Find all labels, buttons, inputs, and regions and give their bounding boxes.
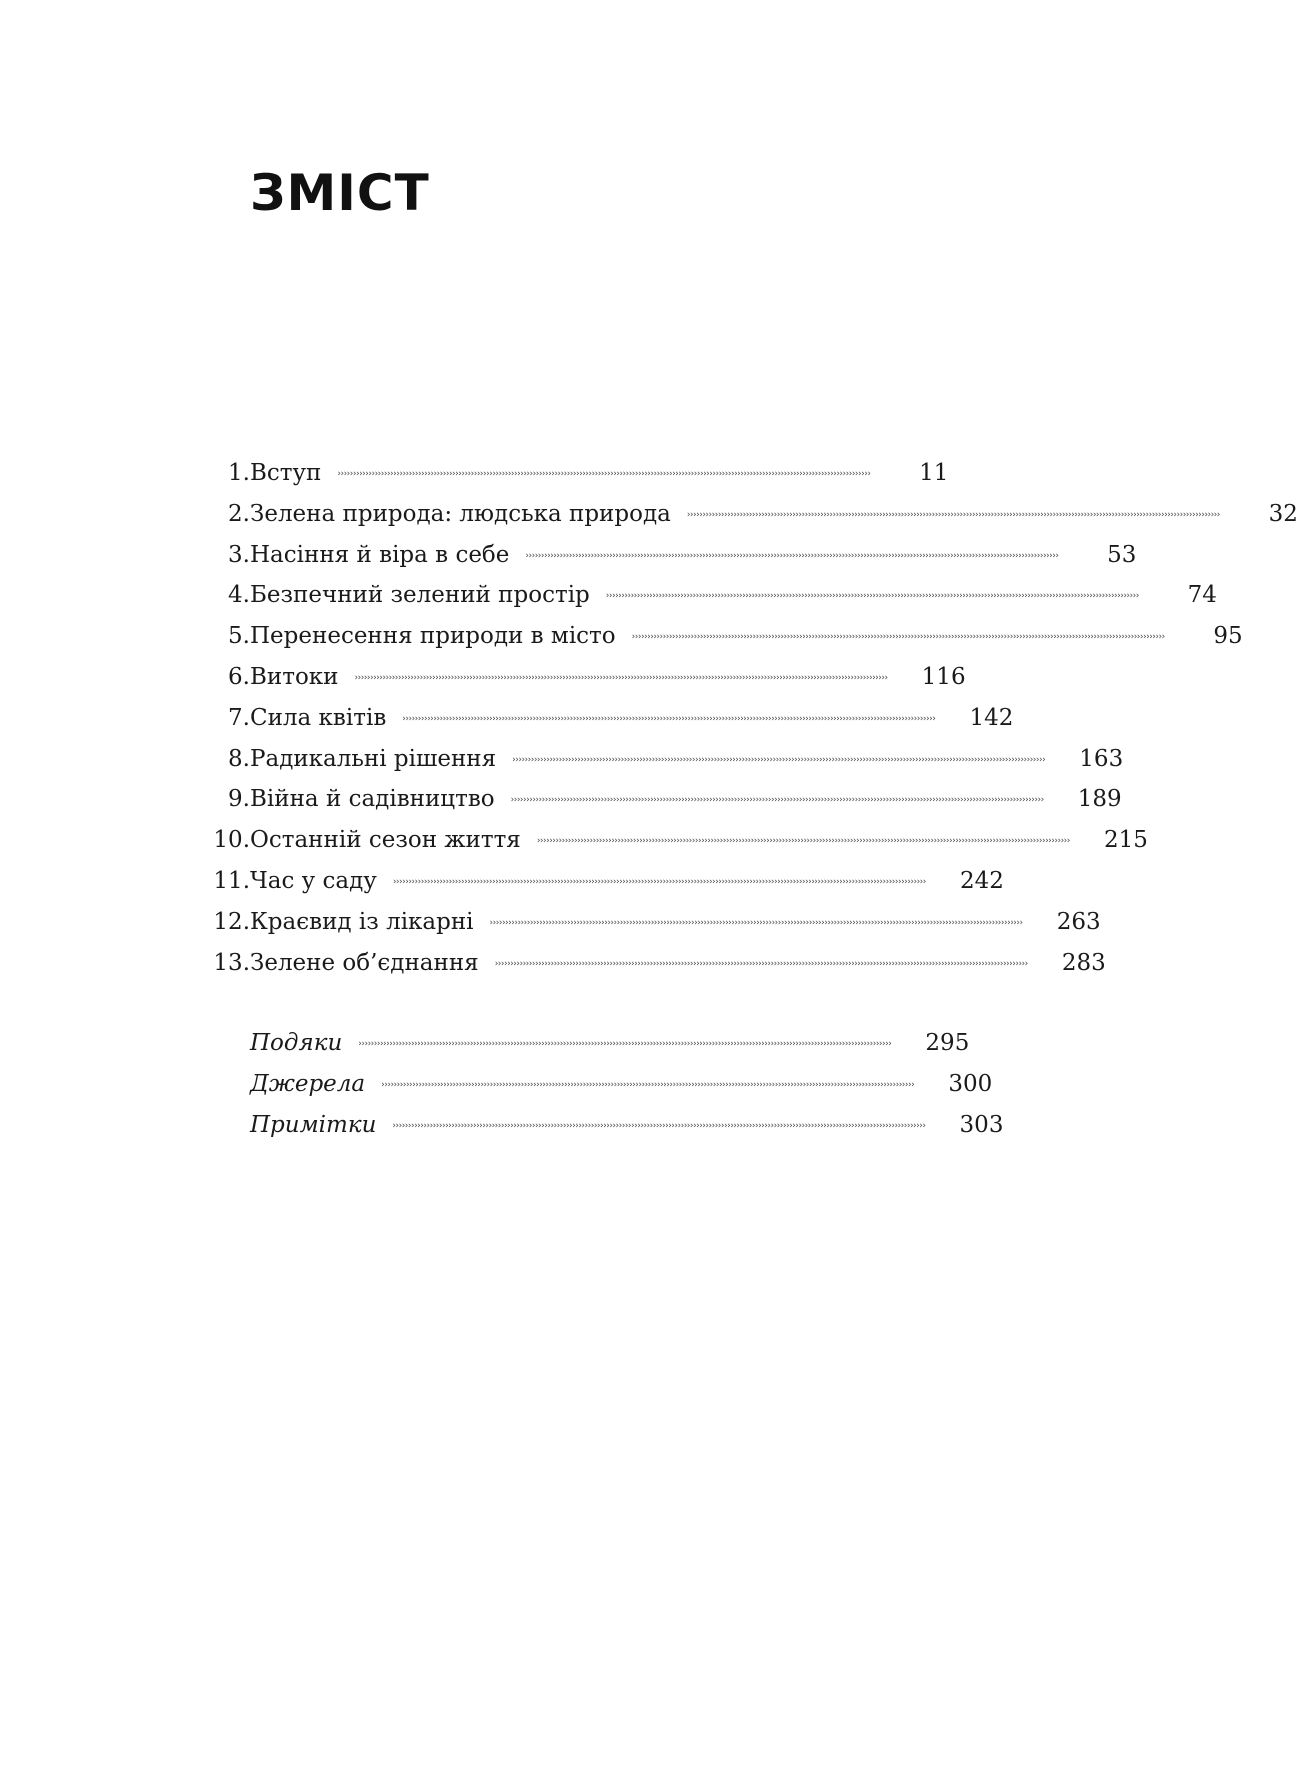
dot-leader: ›››››››››››››››››››››››››››››››››››››››››››››››››››››››››››››››››››››››››››››››››››››››››››››››››››››››››››››››››››››››››››››››››››››››››››››››››››››››››››››››››››››››››››› — [402, 713, 936, 724]
page-number: 242 — [959, 867, 1004, 894]
chapter-title: Останній сезон життя — [250, 827, 521, 854]
chapter-title: Безпечний зелений простір — [250, 582, 590, 609]
dot-leader: ›››››››››››››››››››››››››››››››››››››››››››››››››››››››››››››››››››››››››››››››››››››››››››››››››››››››››››››››››››››››››››››››››››››››››››››››››››››››››››››››››››››››››››› — [605, 591, 1139, 602]
toc-entry-10[interactable] — [200, 827, 1148, 868]
page-number: 303 — [959, 1111, 1004, 1138]
toc-entry-3[interactable] — [200, 541, 1137, 583]
chapter-title: Краєвид із лікарні — [250, 908, 474, 935]
chapter-title: Зелена природа: людська природа — [250, 500, 671, 527]
chapter-title: Насіння й віра в себе — [250, 541, 510, 568]
dot-leader: ›››››››››››››››››››››››››››››››››››››››››››››››››››››››››››››››››››››››››››››››››››››››››››››››››››››››››››››››››››››››››››››››››››››››››››››››››››››››››››››››››››››››››››› — [489, 917, 1023, 928]
page-title: ЗМІСТ — [250, 164, 430, 222]
toc-entry-5[interactable] — [200, 623, 1243, 664]
page-number: 189 — [1077, 786, 1122, 813]
page-number: 263 — [1056, 908, 1101, 935]
table-of-contents — [200, 460, 1298, 1153]
chapter-number: 12. — [213, 908, 250, 935]
dot-leader: ›››››››››››››››››››››››››››››››››››››››››››››››››››››››››››››››››››››››››››››››››››››››››››››››››››››››››››››››››››››››››››››››››››››››››››››››››››››››››››››››››››››››››››› — [536, 836, 1070, 847]
page-number: 95 — [1213, 623, 1243, 650]
toc-entry-13[interactable] — [200, 949, 1106, 991]
page-number: 116 — [921, 663, 966, 690]
page-number: 163 — [1079, 745, 1124, 772]
dot-leader: ›››››››››››››››››››››››››››››››››››››››››››››››››››››››››››››››››››››››››››››››››››››››››››››››››››››››››››››››››››››››››››››››››››››››››››››››››››››››››››››››››››››››››››› — [358, 1039, 892, 1050]
dot-leader: ›››››››››››››››››››››››››››››››››››››››››››››››››››››››››››››››››››››››››››››››››››››››››››››››››››››››››››››››››››››››››››››››››››››››››››››››››››››››››››››››››››››››››››› — [337, 469, 871, 479]
dot-leader: ›››››››››››››››››››››››››››››››››››››››››››››››››››››››››››››››››››››››››››››››››››››››››››››››››››››››››››››››››››››››››››››››››››››››››››››››››››››››››››››››››››››››››››› — [494, 958, 1028, 969]
chapter-title: Вступ — [250, 460, 322, 486]
chapter-number: 6. — [228, 663, 250, 690]
toc-entry-7[interactable] — [200, 704, 1014, 746]
chapter-number: 10. — [213, 827, 250, 854]
dot-leader: ›››››››››››››››››››››››››››››››››››››››››››››››››››››››››››››››››››››››››››››››››››››››››››››››››››››››››››››››››››››››››››››››››››››››››››››››››››››››››››››››››››››››››››› — [631, 632, 1165, 643]
toc-entry-11[interactable] — [200, 867, 1004, 909]
page-number: 11 — [919, 460, 949, 486]
page-number: 215 — [1103, 827, 1148, 854]
chapter-number: 4. — [228, 582, 250, 609]
chapter-number: 1. — [228, 460, 250, 486]
toc-entry-8[interactable] — [200, 745, 1124, 787]
toc-entry-9[interactable] — [200, 786, 1122, 827]
chapter-title: Радикальні рішення — [250, 745, 497, 772]
section-title: Джерела — [250, 1071, 366, 1098]
dot-leader: ›››››››››››››››››››››››››››››››››››››››››››››››››››››››››››››››››››››››››››››››››››››››››››››››››››››››››››››››››››››››››››››››››››››››››››››››››››››››››››››››››››››››››››› — [510, 795, 1044, 806]
toc-entry-sources[interactable] — [200, 1071, 993, 1112]
section-title: Подяки — [250, 1030, 343, 1057]
chapter-number: 13. — [213, 949, 250, 976]
page-number: 142 — [969, 704, 1014, 731]
dot-leader: ›››››››››››››››››››››››››››››››››››››››››››››››››››››››››››››››››››››››››››››››››››››››››››››››››››››››››››››››››››››››››››››››››››››››››››››››››››››››››››››››››››››››››››› — [686, 509, 1220, 520]
toc-entry-1[interactable] — [200, 460, 949, 501]
chapter-number: 7. — [228, 704, 250, 731]
dot-leader: ›››››››››››››››››››››››››››››››››››››››››››››››››››››››››››››››››››››››››››››››››››››››››››››››››››››››››››››››››››››››››››››››››››››››››››››››››››››››››››››››››››››››››››› — [525, 550, 1059, 561]
toc-entry-6[interactable] — [200, 663, 966, 705]
chapter-number: 3. — [228, 541, 250, 568]
page-number: 300 — [948, 1071, 993, 1098]
chapter-number: 2. — [228, 500, 250, 527]
dot-leader: ›››››››››››››››››››››››››››››››››››››››››››››››››››››››››››››››››››››››››››››››››››››››››››››››››››››››››››››››››››››››››››››››››››››››››››››››››››››››››››››››››››››››››››› — [392, 876, 926, 887]
back-matter — [200, 1030, 1004, 1152]
page-number: 283 — [1061, 949, 1106, 976]
page-number: 32 — [1268, 500, 1298, 527]
chapter-title: Витоки — [250, 663, 339, 690]
dot-leader: ›››››››››››››››››››››››››››››››››››››››››››››››››››››››››››››››››››››››››››››››››››››››››››››››››››››››››››››››››››››››››››››››››››››››››››››››››››››››››››››››››››››››››››› — [381, 1080, 915, 1091]
chapter-number: 5. — [228, 623, 250, 650]
toc-entry-acknowledgements[interactable] — [200, 1030, 970, 1071]
dot-leader: ›››››››››››››››››››››››››››››››››››››››››››››››››››››››››››››››››››››››››››››››››››››››››››››››››››››››››››››››››››››››››››››››››››››››››››››››››››››››››››››››››››››››››››› — [354, 672, 888, 683]
chapter-number: 8. — [228, 745, 250, 772]
dot-leader: ›››››››››››››››››››››››››››››››››››››››››››››››››››››››››››››››››››››››››››››››››››››››››››››››››››››››››››››››››››››››››››››››››››››››››››››››››››››››››››››››››››››››››››› — [392, 1120, 926, 1131]
page-number: 74 — [1187, 582, 1217, 609]
chapter-title: Сила квітів — [250, 704, 387, 731]
page-number: 53 — [1107, 541, 1137, 568]
chapter-title: Зелене об’єднання — [250, 949, 479, 976]
chapter-number: 11. — [213, 867, 250, 894]
section-title: Примітки — [250, 1111, 377, 1138]
chapter-title: Час у саду — [250, 867, 377, 894]
toc-entry-2[interactable] — [200, 500, 1298, 542]
toc-entry-notes[interactable] — [200, 1111, 1004, 1153]
chapter-title: Перенесення природи в місто — [250, 623, 616, 650]
toc-entry-4[interactable] — [200, 582, 1217, 623]
dot-leader: ›››››››››››››››››››››››››››››››››››››››››››››››››››››››››››››››››››››››››››››››››››››››››››››››››››››››››››››››››››››››››››››››››››››››››››››››››››››››››››››››››››››››››››› — [512, 754, 1046, 765]
chapter-number: 9. — [228, 786, 250, 813]
toc-entry-12[interactable] — [200, 908, 1101, 950]
page-number: 295 — [925, 1030, 970, 1057]
chapter-title: Війна й садівництво — [250, 786, 495, 813]
